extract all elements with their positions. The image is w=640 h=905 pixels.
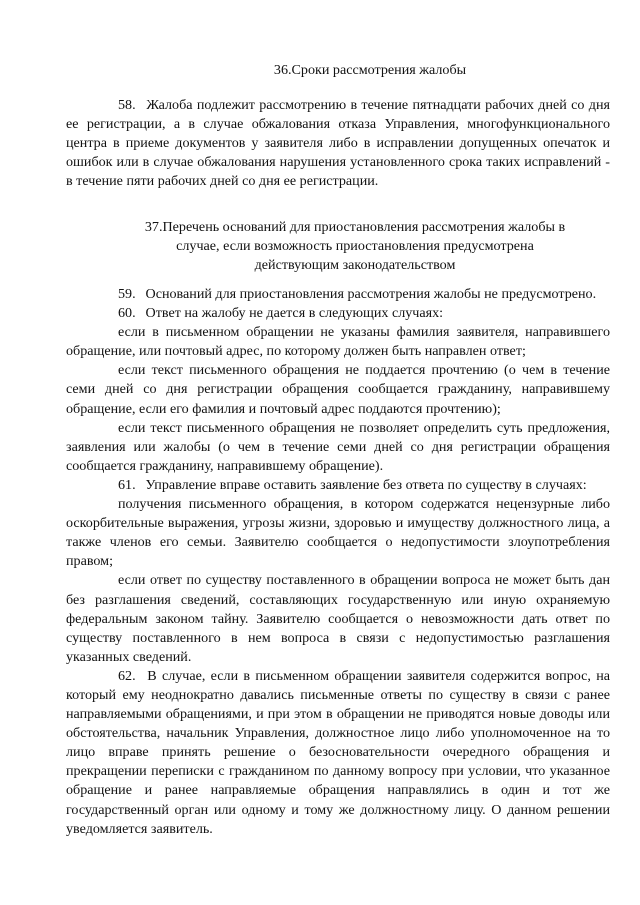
paragraph-number: 61. (118, 476, 136, 493)
paragraph-text: В случае, если в письменном обращении заявителя содержится вопрос, на который ему неоднократно давались письменные ответы по существу в связи с ранее направляемыми обращениями, и при этом в обращении не приводятся новые доводы или обстоятельства, начальник Управления, должностное лицо либо уполномоченное на то лицо вправе принять решение о безосновательности очередного обращения и прекращении переписки с гражданином по данному вопросу при условии, что указанное обращение и ранее направляемые обращения направлялись в один и тот же государственный орган или одному и тому же должностному лицу. О данном решении уведомляется заявитель. (66, 667, 610, 837)
paragraph-number: 59. (118, 286, 136, 302)
paragraph-number: 60. (118, 305, 136, 322)
section-heading-37 (100, 218, 610, 275)
heading-line: действующим законодательством (254, 257, 456, 274)
paragraph-59 (66, 285, 610, 304)
paragraph-text: Оснований для приостановления рассмотрения жалобы не предусмотрено. (145, 286, 597, 302)
paragraph-text: Ответ на жалобу не дается в следующих случаях: (145, 305, 444, 322)
list-item: если текст письменного обращения не позволяет определить суть предложения, заявления или жалобы (о чем в течение семи дней со дня регистрации обращения сообщается гражданину, направившему обращение). (66, 419, 610, 474)
heading-line: 37.Перечень оснований для приостановления рассмотрения жалобы в (144, 219, 566, 235)
paragraph-61 (66, 476, 610, 495)
list-item: если текст письменного обращения не поддается прочтению (о чем в течение семи дней со дня регистрации обращения сообщается гражданину, направившему обращение, если его фамилия и почтовый адрес поддаются прочтению); (66, 362, 610, 417)
paragraph-text: Жалоба подлежит рассмотрению в течение пятнадцати рабочих дней со дня ее регистрации, а в случае обжалования отказа Управления, многофункционального центра в приеме документов у заявителя либо в исправлении допущенных опечаток и ошибок или в случае обжалования нарушения установленного срока таких исправлений - в течение пяти рабочих дней со дня ее регистрации. (66, 97, 610, 190)
paragraph-58 (66, 96, 610, 191)
list-item: если в письменном обращении не указаны фамилия заявителя, направившего обращение, или почтовый адрес, по которому должен быть направлен ответ; (66, 324, 610, 360)
paragraph-60 (66, 304, 610, 323)
paragraph-number: 62. (118, 667, 136, 684)
section-36-body (66, 96, 610, 191)
section-heading-36: 36.Сроки рассмотрения жалобы (273, 62, 467, 78)
paragraph-number: 58. (118, 97, 136, 113)
paragraph-62 (66, 667, 610, 839)
heading-line: случае, если возможность приостановления предусмотрена (176, 238, 534, 255)
list-item: если ответ по существу поставленного в обращении вопроса не может быть дан без разглашения сведений, составляющих государственную или иную охраняемую федеральным законом тайну. Заявителю сообщается о невозможности дать ответ по существу поставленного в нем вопроса в связи с недопустимостью разглашения указанных сведений. (66, 572, 610, 665)
paragraph-text: Управление вправе оставить заявление без ответа по существу в случаях: (145, 476, 587, 493)
section-37-body (66, 285, 610, 839)
list-item: получения письменного обращения, в котором содержатся нецензурные либо оскорбительные выражения, угрозы жизни, здоровью и имуществу должностного лица, а также членов его семьи. Заявителю сообщается о недопустимости злоупотребления правом; (66, 496, 610, 570)
